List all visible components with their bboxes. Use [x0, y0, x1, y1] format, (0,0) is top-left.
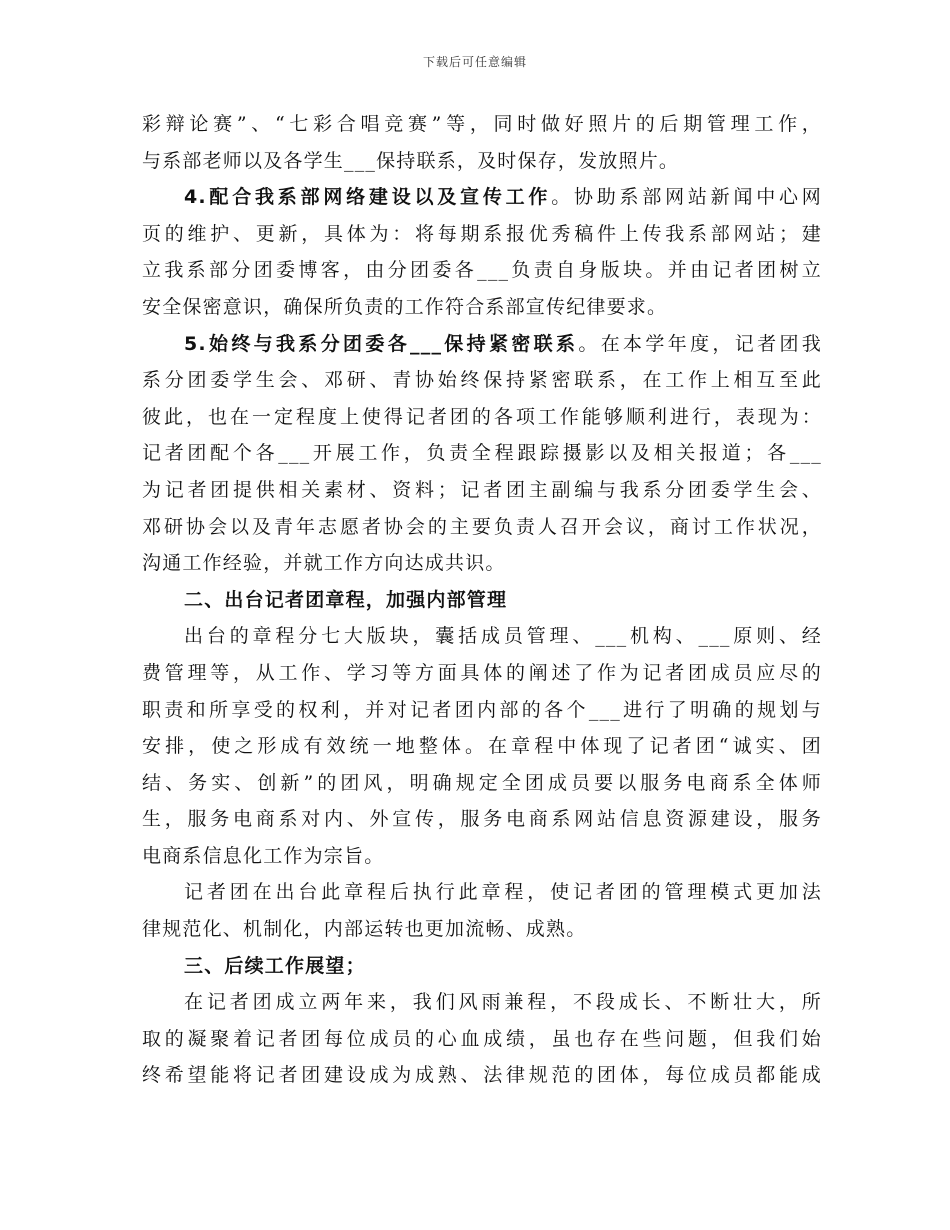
- text-line: [142, 838, 822, 875]
- text-line: [142, 874, 822, 911]
- text-segment: 结、务实、创新”的团风，明确规定全团成员要以服务电商系全体师: [142, 771, 822, 794]
- text-segment: 记者团在出台此章程后执行此章程，使记者团的管理模式更加法: [184, 881, 822, 904]
- text-line: [142, 728, 822, 765]
- text-segment: 记者团配个各___开展工作，负责全程跟踪摄影以及相关报道；各___: [142, 442, 822, 465]
- text-line: [142, 252, 822, 289]
- text-segment: 与系部老师以及各学生___保持联系，及时保存，发放照片。: [142, 149, 680, 172]
- text-segment: 立我系部分团委博客，由分团委各___负责自身版块。并由记者团树立: [142, 259, 822, 282]
- text-segment: 取的凝聚着记者团每位成员的心血成绩，虽也存在些问题，但我们始: [142, 1027, 822, 1050]
- text-segment: 沟通工作经验，并就工作方向达成共识。: [142, 552, 506, 575]
- text-segment: 职责和所享受的权利，并对记者团内部的各个___进行了明确的规划与: [142, 698, 822, 721]
- text-line: [142, 179, 822, 216]
- text-segment: 彼此，也在一定程度上使得记者团的各项工作能够顺利进行，表现为：: [142, 405, 822, 428]
- text-line: [142, 618, 822, 655]
- text-segment: 邓研协会以及青年志愿者协会的主要负责人召开会议，商讨工作状况，: [142, 515, 822, 538]
- bold-text-segment: 三、后续工作展望；: [184, 954, 366, 977]
- text-line: [142, 948, 822, 985]
- page-header: 下载后可任意编辑: [422, 55, 527, 69]
- text-line: [142, 289, 822, 326]
- text-segment: 电商系信息化工作为宗旨。: [142, 844, 385, 867]
- text-segment: 。在本学年度，记者团我: [578, 332, 822, 355]
- text-segment: 终希望能将记者团建设成为成熟、法律规范的团体，每位成员都能成: [142, 1064, 822, 1087]
- text-line: [142, 106, 822, 143]
- bold-text-segment: 二、出台记者团章程，加强内部管理: [184, 588, 508, 611]
- text-line: [142, 509, 822, 546]
- text-segment: 。协助系部网站新闻中心网: [551, 186, 823, 209]
- text-line: [142, 143, 822, 180]
- bold-text-segment: 5.始终与我系分团委各___保持紧密联系: [184, 332, 579, 355]
- text-line: [142, 582, 822, 619]
- text-line: [142, 472, 822, 509]
- text-line: [142, 326, 822, 363]
- text-line: [142, 362, 822, 399]
- text-segment: 彩辩论赛”、“七彩合唱竞赛”等，同时做好照片的后期管理工作，: [142, 113, 822, 135]
- text-line: [142, 801, 822, 838]
- text-line: [142, 435, 822, 472]
- text-segment: 安全保密意识，确保所负责的工作符合系部宣传纪律要求。: [142, 295, 668, 318]
- text-segment: 为记者团提供相关素材、资料；记者团主副编与我系分团委学生会、: [142, 478, 822, 501]
- text-segment: 生，服务电商系对内、外宣传，服务电商系网站信息资源建设，服务: [142, 808, 822, 831]
- text-line: [142, 545, 822, 582]
- text-segment: 在记者团成立两年来，我们风雨兼程，不段成长、不断壮大，所: [184, 991, 822, 1014]
- text-line: [142, 399, 822, 436]
- text-line: [142, 765, 822, 802]
- text-segment: 系分团委学生会、邓研、青协始终保持紧密联系，在工作上相互至此: [142, 369, 822, 392]
- text-line: [142, 1057, 822, 1094]
- text-line: [142, 911, 822, 948]
- text-line: [142, 216, 822, 253]
- document-body: [142, 106, 822, 1094]
- text-segment: 出台的章程分七大版块，囊括成员管理、___机构、___原则、经: [184, 625, 822, 648]
- text-segment: 律规范化、机制化，内部运转也更加流畅、成熟。: [142, 918, 587, 941]
- text-line: [142, 984, 822, 1021]
- text-line: [142, 655, 822, 692]
- text-line: [142, 1021, 822, 1058]
- text-line: [142, 692, 822, 729]
- text-segment: 费管理等，从工作、学习等方面具体的阐述了作为记者团成员应尽的: [142, 661, 822, 684]
- text-segment: 安排，使之形成有效统一地整体。在章程中体现了记者团“诚实、团: [142, 735, 822, 758]
- bold-text-segment: 4.配合我系部网络建设以及宣传工作: [184, 186, 552, 209]
- text-segment: 页的维护、更新，具体为：将每期系报优秀稿件上传我系部网站；建: [142, 222, 822, 245]
